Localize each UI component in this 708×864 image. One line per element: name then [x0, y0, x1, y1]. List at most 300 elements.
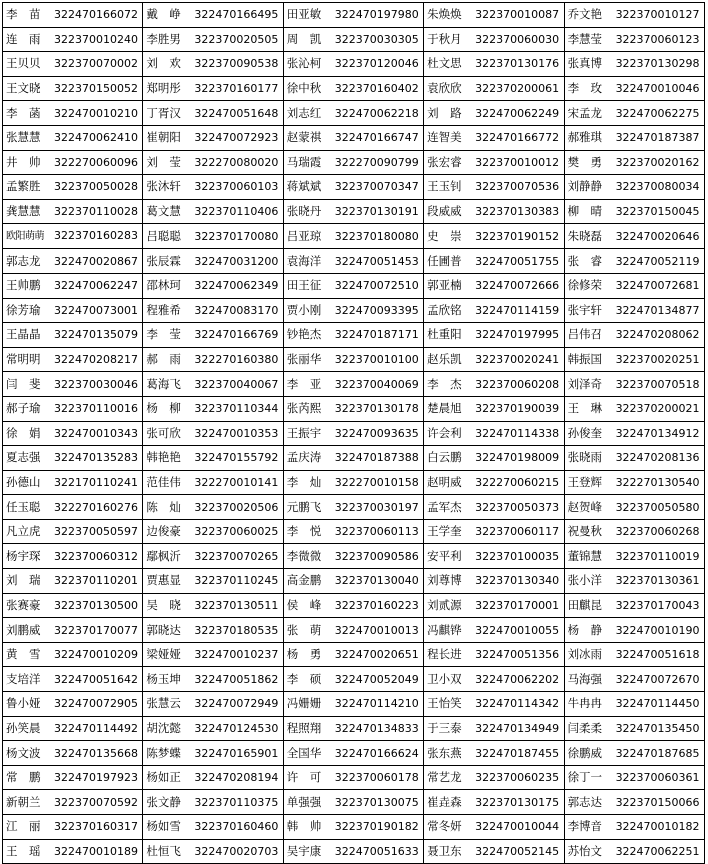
table-cell: [564, 323, 704, 348]
table-cell: [3, 76, 143, 101]
table-cell: [3, 593, 143, 618]
student-name: 程照翔: [286, 720, 322, 735]
table-row: [3, 76, 705, 101]
table-cell: [3, 569, 143, 594]
student-name: 李 灿: [286, 474, 322, 489]
table-cell: [143, 446, 283, 471]
student-id: 322470114210: [334, 697, 419, 711]
student-name: 王登辉: [567, 474, 603, 489]
table-cell: [3, 150, 143, 175]
table-cell: [3, 27, 143, 52]
table-row: [3, 199, 705, 224]
student-name: 井 帅: [6, 154, 41, 169]
student-name: 楚晨旭: [427, 401, 462, 416]
table-cell: [3, 716, 143, 741]
student-id: 322470010343: [54, 426, 138, 440]
table-cell: [3, 470, 143, 495]
student-id: 322370160283: [54, 229, 138, 243]
student-id: 322470135668: [54, 746, 138, 760]
student-name: 韩振国: [567, 352, 603, 367]
student-id: 322370100035: [475, 549, 560, 563]
student-name: 李 莹: [146, 327, 181, 342]
student-name: 闫柔柔: [567, 720, 603, 735]
student-name: 刘冰雨: [567, 647, 603, 662]
student-id: 322370160223: [334, 598, 419, 612]
student-name: 任圃普: [427, 253, 462, 268]
table-row: [3, 495, 705, 520]
student-id: 322370110406: [194, 205, 279, 219]
student-id: 322470072923: [194, 131, 279, 145]
student-id: 322470062218: [334, 106, 419, 120]
student-name: 鲁小娅: [6, 696, 41, 711]
student-name: 杜重阳: [427, 327, 462, 342]
table-cell: [283, 544, 423, 569]
student-name: 李 菡: [6, 105, 41, 120]
table-cell: [283, 76, 423, 101]
student-id: 322370110375: [194, 795, 279, 809]
table-cell: [143, 52, 283, 77]
student-id: 322470020646: [615, 229, 700, 243]
student-id: 322370120046: [334, 57, 419, 71]
student-id: 322470072666: [475, 279, 560, 293]
table-cell: [564, 3, 704, 28]
table-cell: [424, 298, 564, 323]
student-name: 刘 瑞: [6, 573, 41, 588]
student-name: 孟欣铭: [427, 302, 462, 317]
student-id: 322470187455: [475, 746, 560, 760]
table-cell: [143, 495, 283, 520]
table-cell: [3, 52, 143, 77]
student-name: 崔朝阳: [146, 130, 181, 145]
student-name: 刘志红: [286, 105, 322, 120]
table-cell: [283, 150, 423, 175]
table-cell: [424, 618, 564, 643]
table-cell: [424, 495, 564, 520]
student-id: 322470093635: [334, 426, 419, 440]
table-cell: [424, 347, 564, 372]
student-name: 张文静: [146, 794, 181, 809]
table-cell: [424, 323, 564, 348]
table-cell: [283, 52, 423, 77]
student-id: 322370040069: [334, 377, 419, 391]
student-name: 赵蒙祺: [286, 130, 322, 145]
table-cell: [564, 421, 704, 446]
table-cell: [424, 3, 564, 28]
student-id: 322270130540: [615, 475, 700, 489]
table-row: [3, 544, 705, 569]
student-name: 于秋月: [427, 31, 462, 46]
student-name: 鄢枫沂: [146, 548, 181, 563]
student-name: 李 悦: [286, 524, 322, 539]
student-name: 王 琳: [567, 401, 603, 416]
table-row: [3, 692, 705, 717]
student-name: 闫 斐: [6, 376, 41, 391]
student-name: 侯 峰: [286, 597, 322, 612]
student-id: 322470010209: [54, 648, 138, 662]
student-id: 322370020251: [615, 353, 700, 367]
student-name: 田王征: [286, 278, 322, 293]
student-id: 322370130361: [615, 574, 700, 588]
student-name: 杜恒飞: [146, 843, 181, 858]
table-cell: [283, 249, 423, 274]
student-name: 郝 雨: [146, 352, 181, 367]
table-cell: [564, 569, 704, 594]
table-cell: [143, 76, 283, 101]
table-cell: [424, 519, 564, 544]
table-cell: [143, 569, 283, 594]
student-name: 邵林珂: [146, 278, 181, 293]
table-cell: [564, 249, 704, 274]
table-cell: [424, 224, 564, 249]
student-name: 常 鹏: [6, 770, 41, 785]
student-id: 322470197923: [54, 771, 138, 785]
student-name: 张宇轩: [567, 302, 603, 317]
student-name: 范佳伟: [146, 474, 181, 489]
student-id: 322370160317: [54, 820, 138, 834]
student-id: 322370070536: [475, 180, 560, 194]
student-id: 322470051633: [334, 844, 419, 858]
table-cell: [283, 815, 423, 840]
table-cell: [143, 3, 283, 28]
student-id: 322370110344: [194, 402, 279, 416]
student-name: 杨 静: [567, 622, 603, 637]
table-cell: [3, 765, 143, 790]
student-name: 袁海洋: [286, 253, 322, 268]
student-name: 杨如正: [146, 770, 181, 785]
student-id: 322470166747: [334, 131, 419, 145]
student-id: 322370180080: [334, 229, 419, 243]
student-id: 322470114338: [475, 426, 560, 440]
student-id: 322370040067: [194, 377, 279, 391]
student-id: 322470166624: [334, 746, 419, 760]
table-cell: [3, 790, 143, 815]
table-cell: [424, 76, 564, 101]
student-id: 322470197980: [334, 8, 419, 22]
table-cell: [564, 593, 704, 618]
student-id: 322470010046: [615, 82, 700, 96]
table-cell: [283, 839, 423, 864]
table-cell: [424, 642, 564, 667]
table-cell: [283, 692, 423, 717]
table-row: [3, 569, 705, 594]
table-cell: [283, 421, 423, 446]
table-cell: [3, 421, 143, 446]
student-id: 322470062251: [615, 844, 700, 858]
table-row: [3, 446, 705, 471]
table-cell: [143, 396, 283, 421]
student-name: 柳 晴: [567, 204, 603, 219]
table-row: [3, 101, 705, 126]
student-name: 徐修荣: [567, 278, 603, 293]
table-row: [3, 298, 705, 323]
student-id: 322370090586: [334, 549, 419, 563]
student-name: 李微微: [286, 548, 322, 563]
table-row: [3, 372, 705, 397]
table-cell: [283, 273, 423, 298]
student-id: 322370110028: [54, 205, 138, 219]
table-cell: [564, 396, 704, 421]
student-id: 322470114159: [475, 303, 560, 317]
student-id: 322470166772: [475, 131, 560, 145]
student-name: 李博音: [567, 819, 603, 834]
student-id: 322370070347: [334, 180, 419, 194]
table-cell: [3, 249, 143, 274]
student-name: 田麒昆: [567, 597, 603, 612]
table-cell: [564, 519, 704, 544]
student-name: 支培洋: [6, 671, 41, 686]
student-id: 322470073001: [54, 303, 138, 317]
student-id: 322370060103: [194, 180, 279, 194]
student-id: 322470114492: [54, 721, 138, 735]
student-name: 苏怡文: [567, 843, 603, 858]
student-id: 322470208062: [615, 328, 700, 342]
student-id: 322370050580: [615, 500, 700, 514]
student-name: 徐鹏威: [567, 745, 603, 760]
table-cell: [3, 667, 143, 692]
student-id: 322270160276: [54, 500, 138, 514]
student-name: 刘鹏威: [6, 622, 41, 637]
student-id: 322270060215: [475, 475, 560, 489]
student-name: 李胜男: [146, 31, 181, 46]
student-id: 322370020506: [194, 500, 279, 514]
student-id: 322470052119: [615, 254, 700, 268]
student-name: 段威威: [427, 204, 462, 219]
student-name: 张芮熙: [286, 401, 322, 416]
student-id: 322370130176: [475, 57, 560, 71]
table-cell: [143, 249, 283, 274]
table-cell: [424, 815, 564, 840]
student-id: 322470198009: [475, 451, 560, 465]
student-id: 322470134912: [615, 426, 700, 440]
student-name: 白云鹏: [427, 450, 462, 465]
student-id: 322370060123: [615, 32, 700, 46]
student-name: 牛冉冉: [567, 696, 603, 711]
student-id: 322270090799: [334, 155, 419, 169]
student-name: 张辰霖: [146, 253, 181, 268]
table-cell: [564, 667, 704, 692]
table-row: [3, 150, 705, 175]
student-id: 322470187171: [334, 328, 419, 342]
table-cell: [143, 519, 283, 544]
student-id: 322470072949: [194, 697, 279, 711]
table-cell: [143, 765, 283, 790]
student-id: 322470031200: [194, 254, 279, 268]
student-name: 赵贺峰: [567, 499, 603, 514]
student-name: 宋孟龙: [567, 105, 603, 120]
table-cell: [283, 446, 423, 471]
table-cell: [424, 101, 564, 126]
student-name: 杨玉坤: [146, 671, 181, 686]
student-id: 322470051356: [475, 648, 560, 662]
student-name: 王帅鹏: [6, 278, 41, 293]
table-cell: [143, 692, 283, 717]
student-id: 322470166072: [54, 8, 138, 22]
table-cell: [564, 692, 704, 717]
table-cell: [283, 347, 423, 372]
student-id: 322370010087: [475, 8, 560, 22]
table-row: [3, 175, 705, 200]
table-cell: [3, 199, 143, 224]
student-id: 322470135079: [54, 328, 138, 342]
table-cell: [3, 618, 143, 643]
table-cell: [424, 692, 564, 717]
student-name: 徐中秋: [286, 81, 322, 96]
student-name: 杨 勇: [286, 647, 322, 662]
student-name: 刘静静: [567, 179, 603, 194]
table-cell: [143, 815, 283, 840]
student-name: 丁胥汉: [146, 105, 181, 120]
table-row: [3, 273, 705, 298]
student-name: 张宏睿: [427, 154, 462, 169]
student-id: 322370070265: [194, 549, 279, 563]
student-id: 322470072681: [615, 279, 700, 293]
student-id: 322370010127: [615, 8, 700, 22]
student-id: 322370010240: [54, 32, 138, 46]
table-cell: [3, 125, 143, 150]
student-id: 322470051755: [475, 254, 560, 268]
table-row: [3, 642, 705, 667]
student-name: 张真博: [567, 56, 603, 71]
student-id: 322370130175: [475, 795, 560, 809]
student-name: 陈梦蝶: [146, 745, 181, 760]
table-cell: [143, 224, 283, 249]
student-name: 杨宇琛: [6, 548, 41, 563]
student-name: 杜文思: [427, 56, 462, 71]
student-id: 322370130500: [54, 598, 138, 612]
table-cell: [424, 52, 564, 77]
student-id: 322370030305: [334, 32, 419, 46]
student-name: 孙俊奎: [567, 425, 603, 440]
student-id: 322370020505: [194, 32, 279, 46]
table-cell: [143, 298, 283, 323]
table-cell: [3, 446, 143, 471]
table-cell: [283, 224, 423, 249]
student-id: 322370010100: [334, 353, 419, 367]
student-id: 322370060025: [194, 525, 279, 539]
table-cell: [424, 790, 564, 815]
student-name: 董锦慧: [567, 548, 603, 563]
student-name: 张东燕: [427, 745, 462, 760]
student-id: 322370190152: [475, 229, 560, 243]
student-id: 322370170077: [54, 623, 138, 637]
table-cell: [424, 741, 564, 766]
student-name: 吕聪聪: [146, 228, 181, 243]
student-id: 322370030197: [334, 500, 419, 514]
table-cell: [424, 175, 564, 200]
student-name: 王玉钊: [427, 179, 462, 194]
student-name: 李 杰: [427, 376, 462, 391]
student-id: 322370130511: [194, 598, 279, 612]
table-cell: [424, 446, 564, 471]
student-id: 322370070002: [54, 57, 138, 71]
student-id: 322370060117: [475, 525, 560, 539]
student-id: 322370110016: [54, 402, 138, 416]
table-cell: [424, 667, 564, 692]
student-name: 张可欣: [146, 425, 181, 440]
student-name: 杨文波: [6, 745, 41, 760]
table-cell: [143, 642, 283, 667]
table-row: [3, 667, 705, 692]
table-cell: [3, 323, 143, 348]
table-cell: [564, 125, 704, 150]
table-cell: [424, 593, 564, 618]
table-cell: [3, 101, 143, 126]
student-name: 贾惠显: [146, 573, 181, 588]
table-row: [3, 470, 705, 495]
table-row: [3, 347, 705, 372]
table-cell: [143, 175, 283, 200]
student-name: 吴宇康: [286, 843, 322, 858]
table-cell: [424, 839, 564, 864]
table-cell: [3, 396, 143, 421]
student-id: 322370200021: [615, 402, 700, 416]
table-cell: [424, 470, 564, 495]
student-name: 程长进: [427, 647, 462, 662]
student-id: 322470052145: [475, 844, 560, 858]
student-id: 322370160460: [194, 820, 279, 834]
student-id: 322370130040: [334, 574, 419, 588]
student-id: 322370150052: [54, 82, 138, 96]
student-id: 322370060312: [54, 549, 138, 563]
table-cell: [424, 273, 564, 298]
student-id: 322370110019: [615, 549, 700, 563]
student-id: 322370130191: [334, 205, 419, 219]
table-row: [3, 741, 705, 766]
student-name: 李 苗: [6, 7, 41, 22]
student-id: 322470208217: [54, 353, 138, 367]
student-name: 赵乐凯: [427, 352, 462, 367]
table-cell: [283, 618, 423, 643]
student-name: 王文晓: [6, 81, 41, 96]
table-row: [3, 323, 705, 348]
student-id: 322470165901: [194, 746, 279, 760]
table-cell: [143, 839, 283, 864]
table-cell: [564, 224, 704, 249]
student-name: 刘 欢: [146, 56, 181, 71]
student-name: 葛文慧: [146, 204, 181, 219]
table-cell: [424, 150, 564, 175]
student-name: 梁娅娅: [146, 647, 181, 662]
student-name: 徐芳瑜: [6, 302, 41, 317]
table-cell: [283, 593, 423, 618]
table-row: [3, 421, 705, 446]
student-name: 张赛豪: [6, 597, 41, 612]
student-name: 张慧慧: [6, 130, 41, 145]
table-cell: [564, 642, 704, 667]
student-id: 322470134833: [334, 721, 419, 735]
table-cell: [3, 692, 143, 717]
student-id: 322470166769: [194, 328, 279, 342]
student-name: 新朝兰: [6, 794, 41, 809]
table-cell: [283, 765, 423, 790]
student-id: 322470051642: [54, 672, 138, 686]
student-name: 祝曼秋: [567, 524, 603, 539]
table-row: [3, 3, 705, 28]
student-id: 322370010012: [475, 155, 560, 169]
student-name: 杨 柳: [146, 401, 181, 416]
student-id: 322370130340: [475, 574, 560, 588]
table-cell: [424, 372, 564, 397]
student-name: 张慧云: [146, 696, 181, 711]
table-cell: [283, 199, 423, 224]
student-id: 322370060235: [475, 771, 560, 785]
table-cell: [424, 765, 564, 790]
table-cell: [3, 642, 143, 667]
table-cell: [424, 421, 564, 446]
table-cell: [143, 593, 283, 618]
student-name: 袁欣欣: [427, 81, 462, 96]
table-cell: [143, 716, 283, 741]
